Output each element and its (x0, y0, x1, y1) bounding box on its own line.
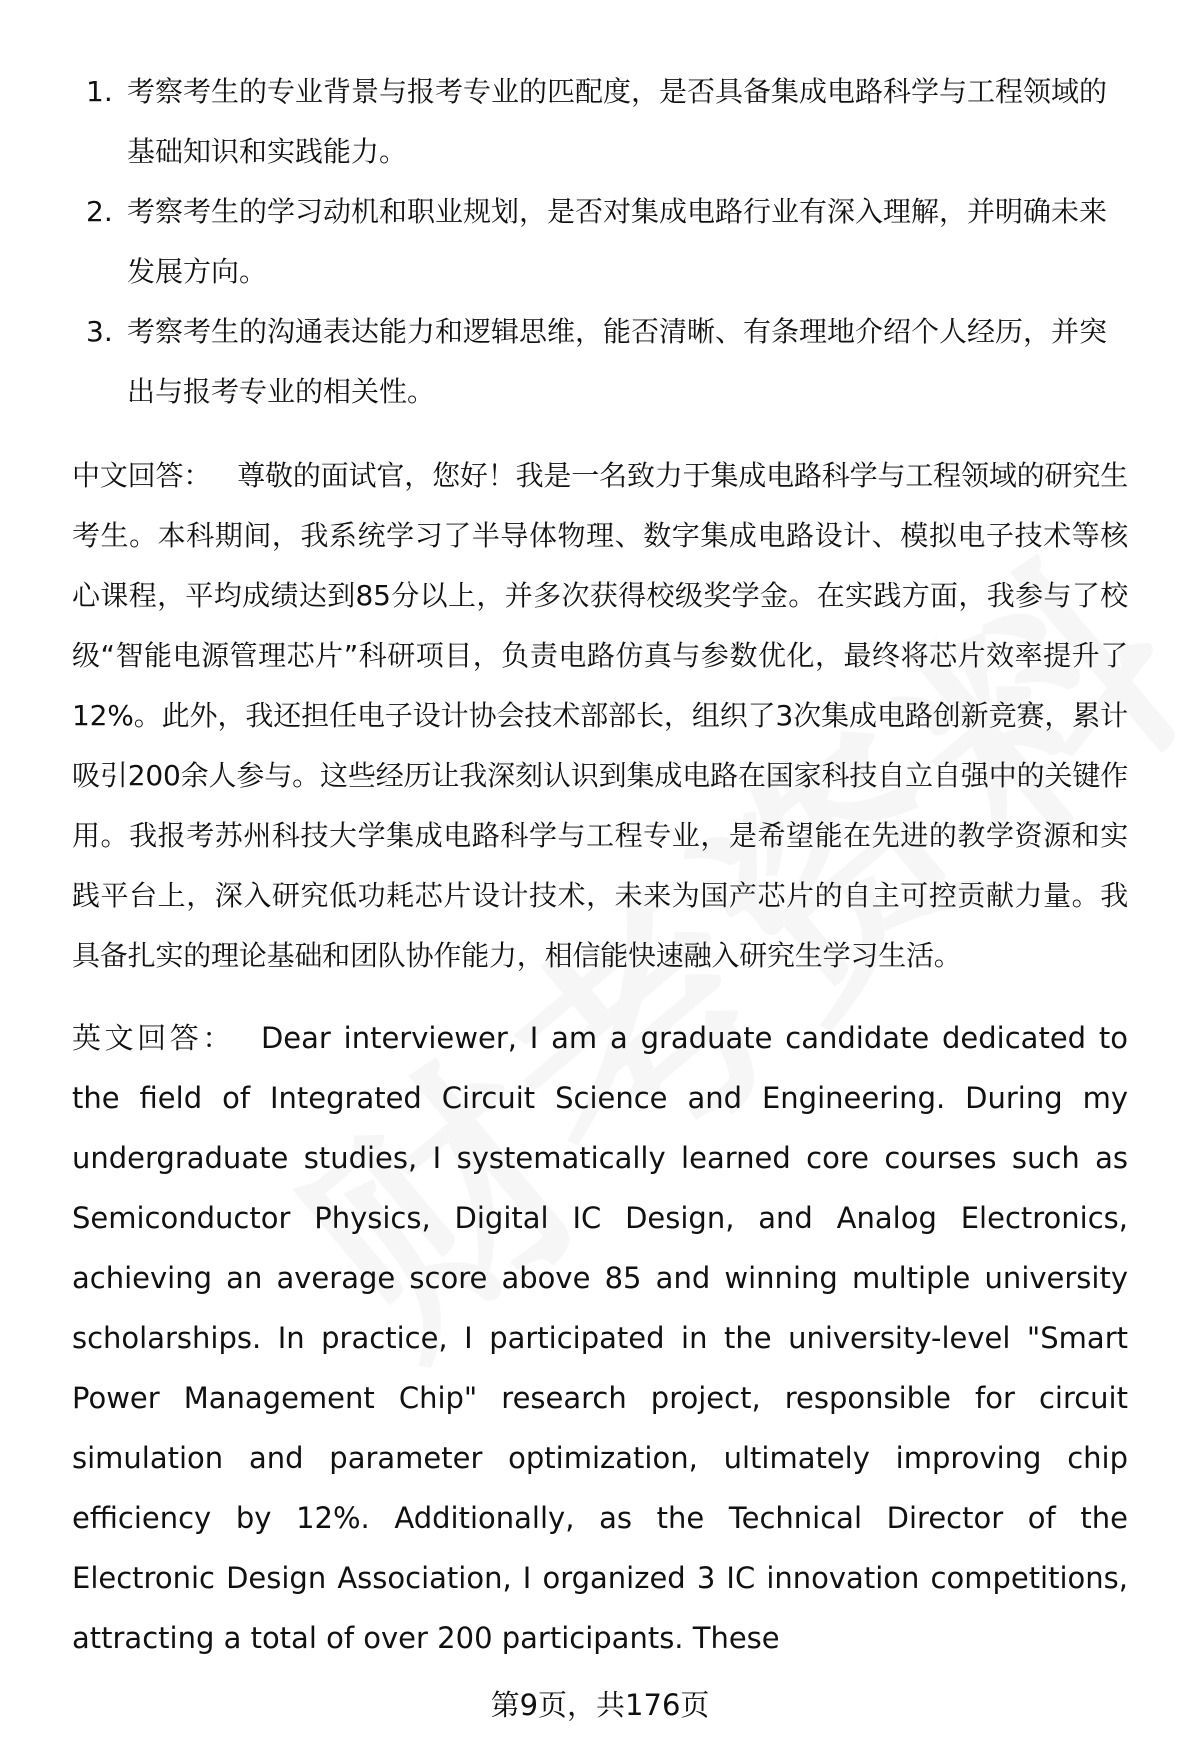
chinese-answer-paragraph (72, 446, 1128, 986)
list-item-number: 2. (86, 195, 113, 228)
chinese-answer-text: 尊敬的面试官，您好！我是一名致力于集成电路科学与工程领域的研究生考生。本科期间，我系统学习了半导体物理、数字集成电路设计、模拟电子技术等核心课程，平均成绩达到85分以上，并多次获得校级奖学金。在实践方面，我参与了校级“智能电源管理芯片”科研项目，负责电路仿真与参数优化，最终将芯片效率提升了12%。此外，我还担任电子设计协会技术部部长，组织了3次集成电路创新竞赛，累计吸引200余人参与。这些经历让我深刻认识到集成电路在国家科技自立自强中的关键作用。我报考苏州科技大学集成电路科学与工程专业，是希望能在先进的教学资源和实践平台上，深入研究低功耗芯片设计技术，未来为国产芯片的自主可控贡献力量。我具备扎实的理论基础和团队协作能力，相信能快速融入研究生学习生活。 (72, 459, 1128, 972)
evaluation-criteria-list (72, 0, 1128, 422)
list-item (72, 182, 1128, 302)
list-item (72, 62, 1128, 182)
list-item-text: 考察考生的学习动机和职业规划，是否对集成电路行业有深入理解，并明确未来发展方向。 (127, 195, 1108, 288)
list-item-number: 1. (86, 75, 113, 108)
page-number-footer: 第9页，共176页 (490, 1688, 710, 1722)
list-item-text: 考察考生的沟通表达能力和逻辑思维，能否清晰、有条理地介绍个人经历，并突出与报考专业的相关性。 (127, 315, 1108, 408)
english-answer-text: Dear interviewer, I am a graduate candidate dedicated to the field of Integrated Circuit Science and Engineering. During my undergraduate studies, I systematically learned core courses such as Semiconductor Physics, Digital IC Design, and Analog Electronics, achieving an average score above 85 and winning multiple university scholarships. In practice, I participated in the university-level "Smart Power Management Chip" research project, responsible for circuit simulation and parameter optimization, ultimately improving chip efficiency by 12%. Additionally, as the Technical Director of the Electronic Design Association, I organized 3 IC innovation competitions, attracting a total of over 200 participants. These (72, 1021, 1128, 1655)
english-answer-paragraph (72, 1008, 1128, 1668)
list-item-text: 考察考生的专业背景与报考专业的匹配度，是否具备集成电路科学与工程领域的基础知识和实践能力。 (127, 75, 1108, 168)
chinese-answer-label: 中文回答： (72, 459, 212, 492)
english-answer-label: 英文回答： (72, 1021, 235, 1055)
list-item-number: 3. (86, 315, 113, 348)
list-item (72, 302, 1128, 422)
